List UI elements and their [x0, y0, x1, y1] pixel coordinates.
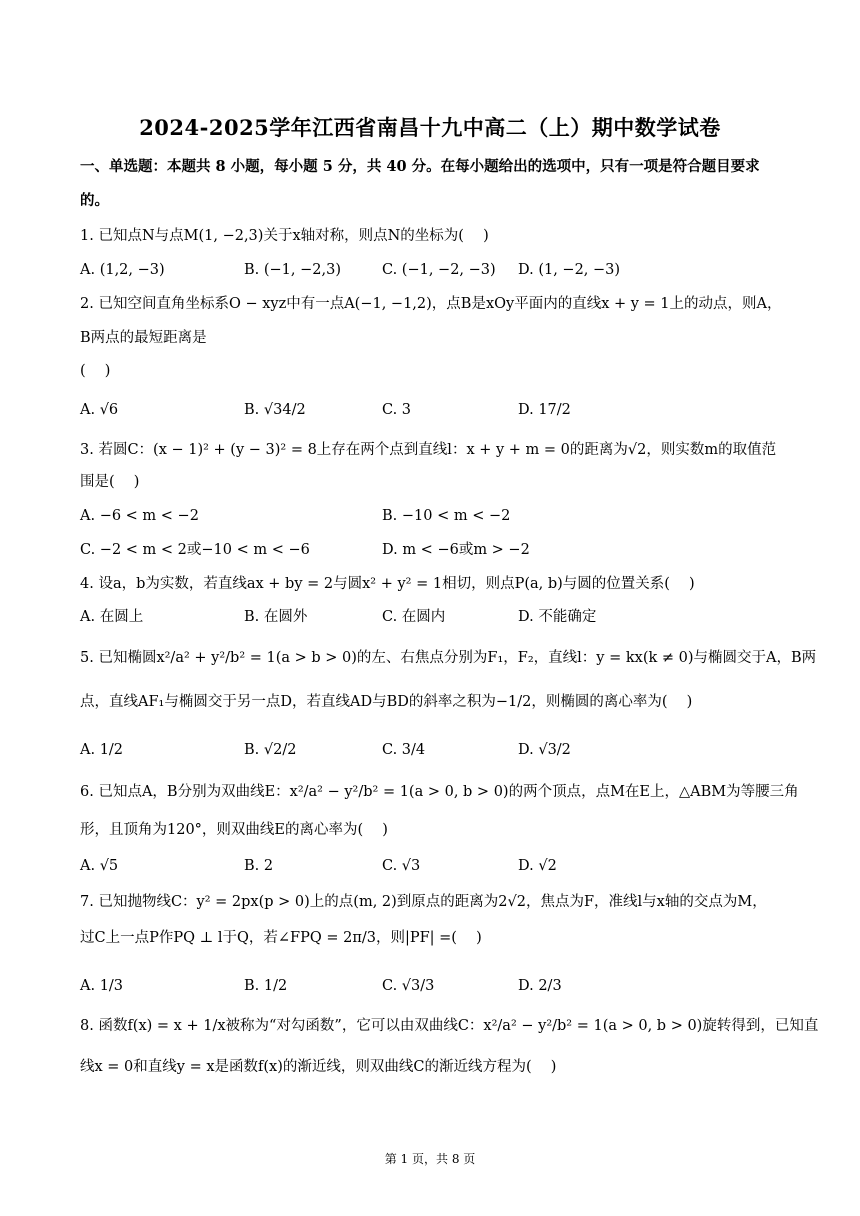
question-4-option-a: A. 在圆上	[80, 609, 144, 625]
question-2-line-3: ( )	[80, 363, 111, 379]
question-6-option-d: D. √2	[518, 858, 557, 874]
question-1-option-c: C. (−1, −2, −3)	[382, 262, 496, 278]
question-3-option-a: A. −6 < m < −2	[80, 508, 199, 524]
question-2-option-b: B. √34/2	[244, 402, 306, 418]
question-5-option-d: D. √3/2	[518, 742, 571, 758]
question-5-line-1: 5. 已知椭圆x²/a² + y²/b² = 1(a > b > 0)的左、右焦点分别为F₁，F₂，直线l：y = kx(k ≠ 0)与椭圆交于A，B两	[80, 650, 817, 666]
question-2-line-1: 2. 已知空间直角坐标系O − xyz中有一点A(−1, −1,2)，点B是xOy平面内的直线x + y = 1上的动点，则A，	[80, 296, 782, 312]
question-6-option-a: A. √5	[80, 858, 119, 874]
question-3-option-d: D. m < −6或m > −2	[382, 542, 530, 558]
question-4-line-1: 4. 设a，b为实数，若直线ax + by = 2与圆x² + y² = 1相切，则点P(a, b)与圆的位置关系( )	[80, 576, 695, 592]
question-3-option-b: B. −10 < m < −2	[382, 508, 511, 524]
question-6-option-c: C. √3	[382, 858, 421, 874]
question-2-option-a: A. √6	[80, 402, 119, 418]
page-title: 2024-2025学年江西省南昌十九中高二（上）期中数学试卷	[139, 115, 721, 140]
question-7-option-c: C. √3/3	[382, 978, 435, 994]
question-4-option-b: B. 在圆外	[244, 609, 308, 625]
question-8-line-1: 8. 函数f(x) = x + 1/x被称为“对勾函数”，它可以由双曲线C：x²/a² − y²/b² = 1(a > 0, b > 0)旋转得到，已知直	[80, 1018, 819, 1034]
question-6-line-1: 6. 已知点A，B分别为双曲线E：x²/a² − y²/b² = 1(a > 0, b > 0)的两个顶点，点M在E上，△ABM为等腰三角	[80, 784, 799, 800]
question-6-option-b: B. 2	[244, 858, 274, 874]
question-1-line-1: 1. 已知点N与点M(1, −2,3)关于x轴对称，则点N的坐标为( )	[80, 228, 489, 244]
question-7-option-d: D. 2/3	[518, 978, 562, 994]
question-7-line-1: 7. 已知抛物线C：y² = 2px(p > 0)上的点(m, 2)到原点的距离为2√2，焦点为F，准线l与x轴的交点为M，	[80, 894, 767, 910]
question-1-option-d: D. (1, −2, −3)	[518, 262, 621, 278]
question-5-option-c: C. 3/4	[382, 742, 426, 758]
question-5-line-2: 点，直线AF₁与椭圆交于另一点D，若直线AD与BD的斜率之积为−1/2，则椭圆的离心率为( )	[80, 694, 693, 710]
question-7-option-a: A. 1/3	[80, 978, 124, 994]
question-3-line-2: 围是( )	[80, 474, 140, 490]
question-5-option-b: B. √2/2	[244, 742, 297, 758]
question-2-option-d: D. 17/2	[518, 402, 571, 418]
section-heading-line-1: 一、单选题：本题共 8 小题，每小题 5 分，共 40 分。在每小题给出的选项中，只有一项是符合题目要求	[80, 158, 760, 175]
question-4-option-d: D. 不能确定	[518, 609, 597, 625]
question-2-line-2: B两点的最短距离是	[80, 330, 207, 346]
page-footer: 第 1 页，共 8 页	[384, 1152, 476, 1166]
question-7-line-2: 过C上一点P作PQ ⊥ l于Q，若∠FPQ = 2π/3，则|PF| =( )	[80, 930, 482, 946]
question-1-option-a: A. (1,2, −3)	[80, 262, 165, 278]
question-3-option-c: C. −2 < m < 2或−10 < m < −6	[80, 542, 310, 558]
question-1-option-b: B. (−1, −2,3)	[244, 262, 341, 278]
question-4-option-c: C. 在圆内	[382, 609, 446, 625]
question-2-option-c: C. 3	[382, 402, 412, 418]
question-6-line-2: 形，且顶角为120°，则双曲线E的离心率为( )	[80, 822, 388, 838]
question-3-line-1: 3. 若圆C：(x − 1)² + (y − 3)² = 8上存在两个点到直线l：x + y + m = 0的距离为√2，则实数m的取值范	[80, 442, 777, 458]
question-5-option-a: A. 1/2	[80, 742, 124, 758]
section-heading-line-2: 的。	[80, 192, 109, 209]
question-8-line-2: 线x = 0和直线y = x是函数f(x)的渐近线，则双曲线C的渐近线方程为( )	[80, 1059, 557, 1075]
question-7-option-b: B. 1/2	[244, 978, 288, 994]
